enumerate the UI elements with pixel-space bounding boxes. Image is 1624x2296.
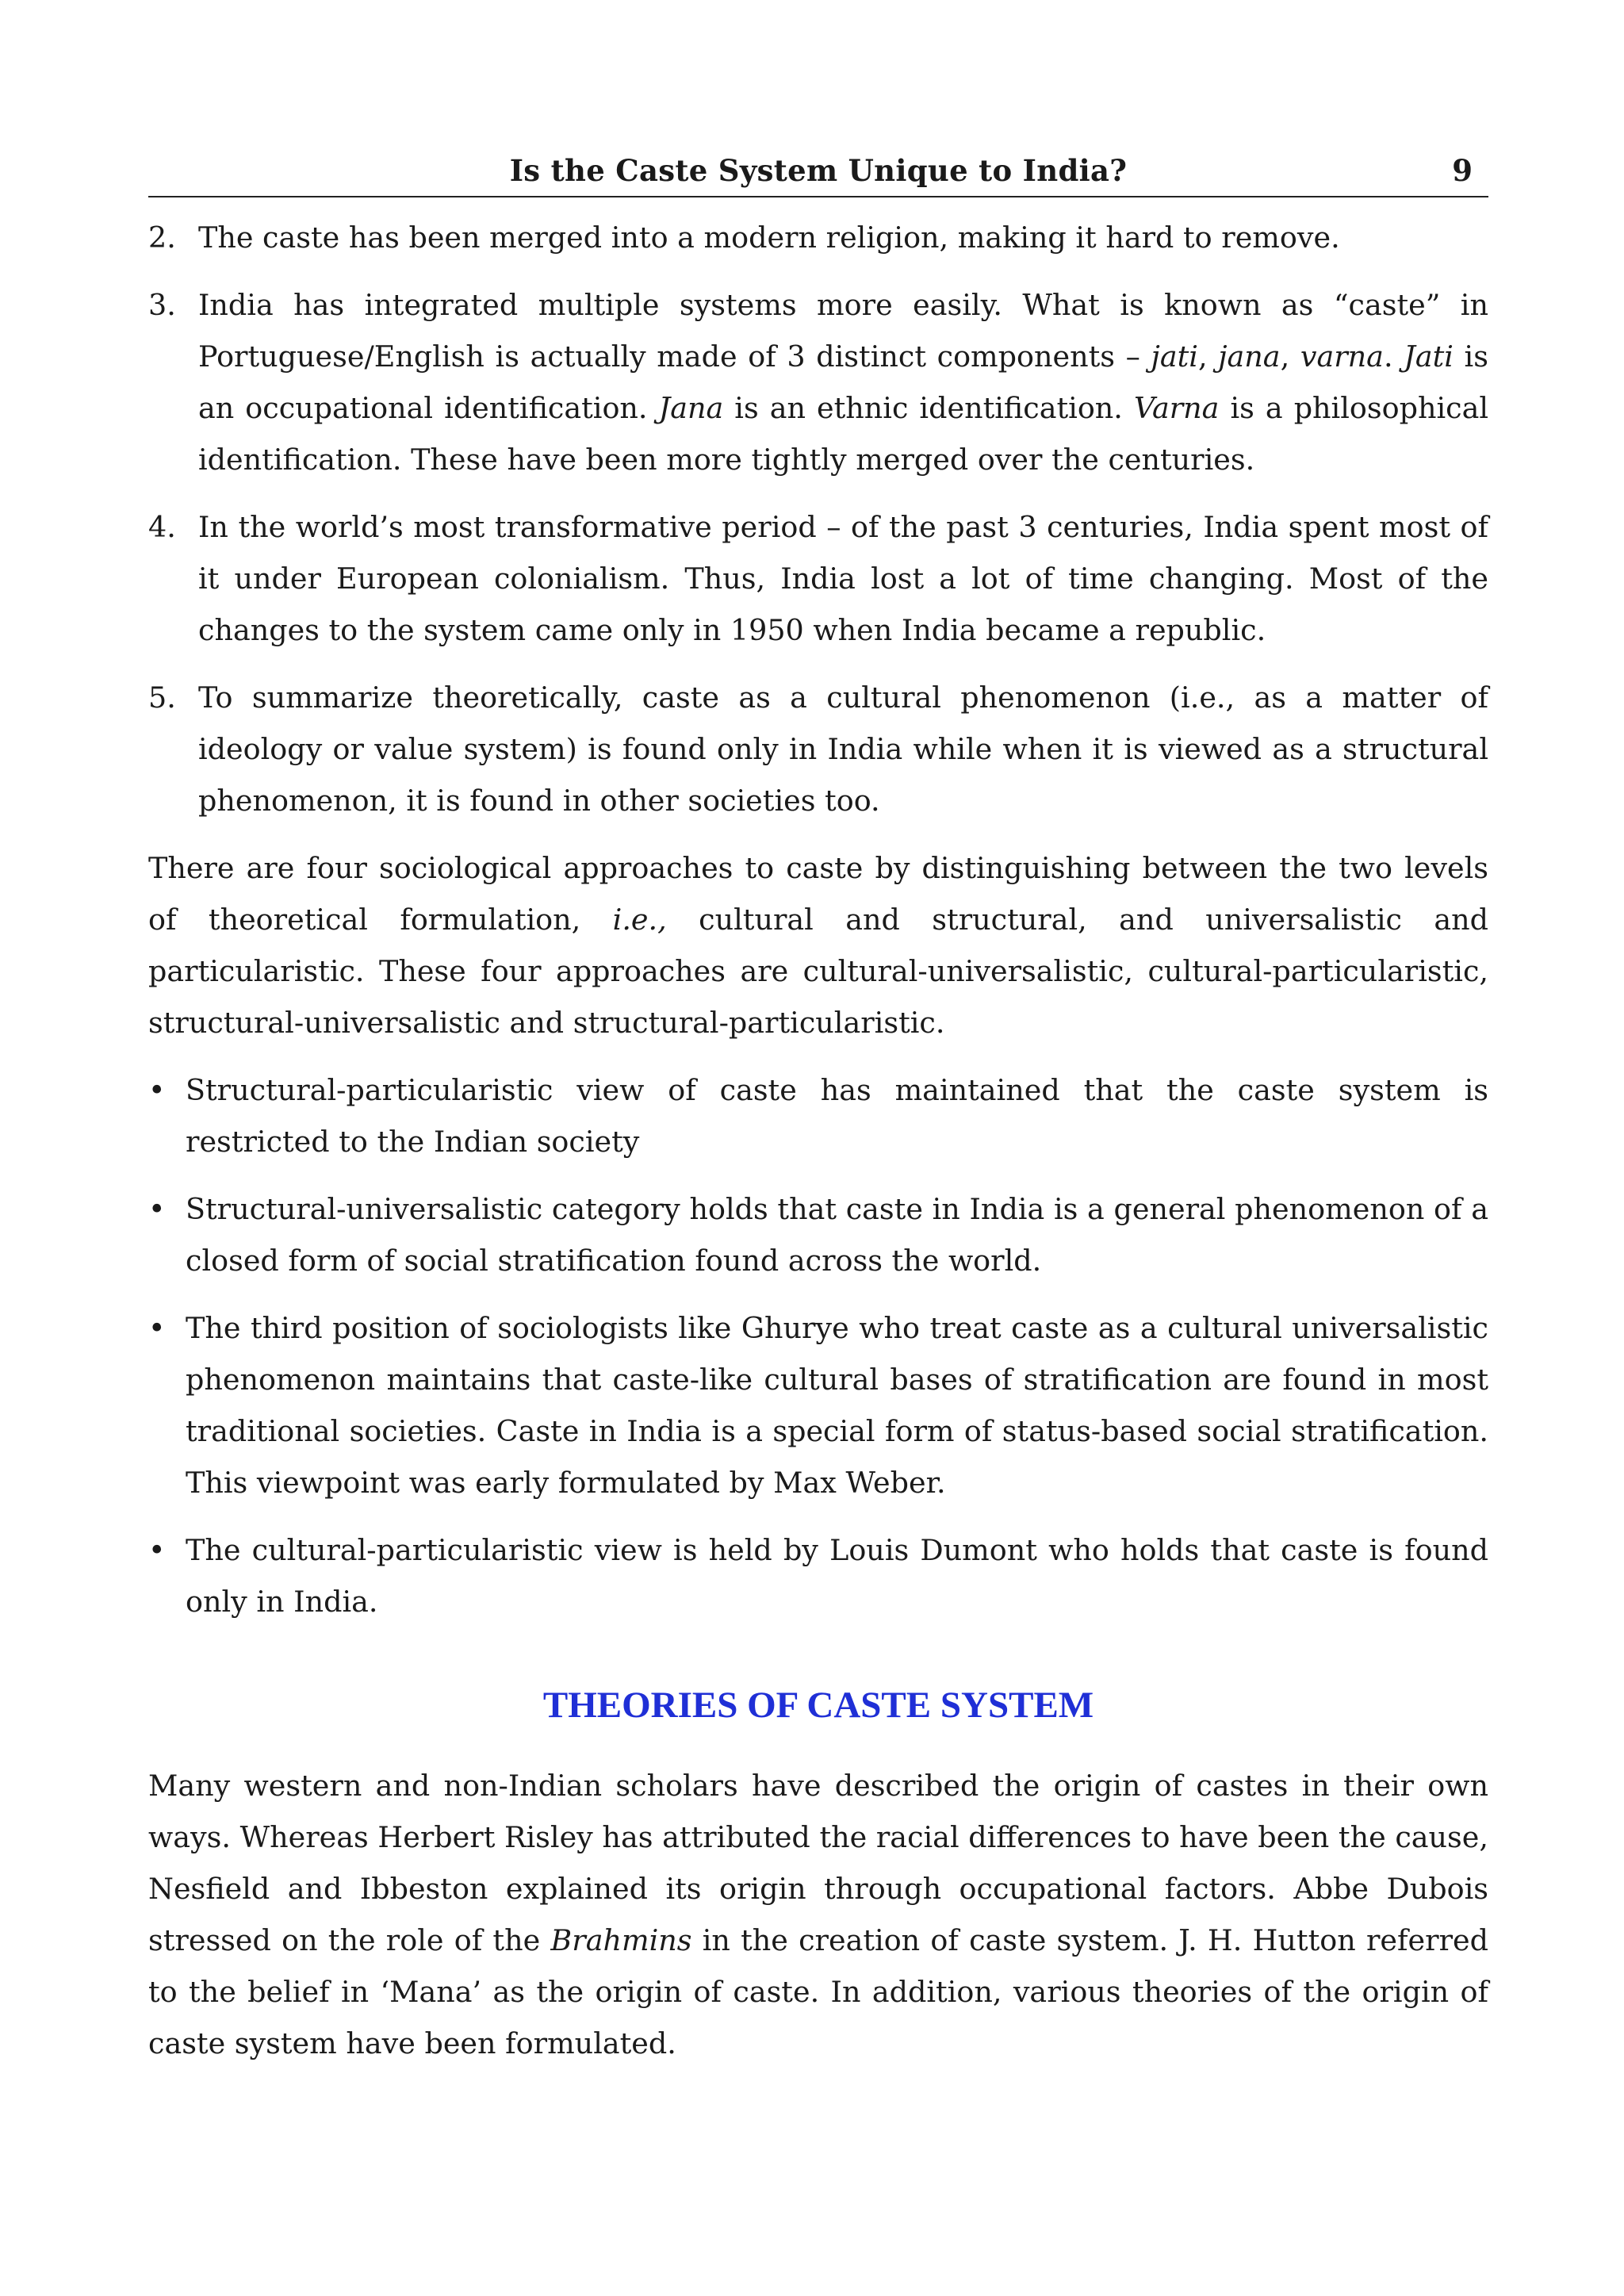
text-run: is an ethnic identification.: [723, 391, 1134, 425]
term-jati: jati: [1151, 339, 1198, 374]
list-item-text: The caste has been merged into a modern religion, making it hard to remove.: [198, 220, 1340, 255]
page: [148, 147, 1488, 2069]
list-item-text: To summarize theoretically, caste as a cultural phenomenon (i.e., as a matter of ideology or value system) is found only in India while when it is viewed as a structural phenomenon, it is found in other societies too.: [198, 680, 1488, 818]
text-run: India has integrated multiple systems more easily. What is known as “caste” in Portuguese/English is actually made of 3 distinct components –: [198, 288, 1488, 374]
running-header: [148, 147, 1488, 197]
text-run: is an occupational identification.: [198, 339, 1488, 425]
list-item: [148, 1524, 1488, 1627]
term-varna: varna: [1300, 339, 1384, 374]
theories-paragraph: [148, 1760, 1488, 2069]
text-run: cultural and structural, and universalistic and particularistic. These four approaches are cultural-universalistic, cultural-particularistic, structural-universalistic and structural-particularistic.: [148, 903, 1488, 1040]
bullet-icon: •: [148, 1073, 166, 1107]
list-item: [148, 1064, 1488, 1167]
bullet-icon: •: [148, 1533, 166, 1567]
term-ie: i.e.,: [612, 903, 667, 937]
term-jati-capital: Jati: [1404, 339, 1454, 374]
bullet-text: The third position of sociologists like Ghurye who treat caste as a cultural universalistic phenomenon maintains that caste-like cultural bases of stratification are found in most traditional societies. Caste in India is a special form of status-based social stratification. This viewpoint was early formulated by Max Weber.: [186, 1311, 1488, 1500]
separator: ,: [1280, 339, 1300, 374]
bullet-list: [148, 1064, 1488, 1627]
list-item: [148, 1302, 1488, 1508]
list-item-number: 4.: [148, 510, 176, 544]
term-brahmins: Brahmins: [550, 1923, 692, 1957]
bullet-text: The cultural-particularistic view is held by Louis Dumont who holds that caste is found only in India.: [186, 1533, 1488, 1619]
text-run: in the creation of caste system. J. H. Hutton referred to the belief in ‘Mana’ as the origin of caste. In addition, various theories of the origin of caste system have been formulated.: [148, 1923, 1488, 2060]
running-title: Is the Caste System Unique to India?: [509, 153, 1128, 188]
term-jana-capital: Jana: [658, 391, 724, 425]
bullet-text: Structural-universalistic category holds that caste in India is a general phenomenon of a closed form of social stratification found across the world.: [186, 1192, 1488, 1278]
list-item-number: 2.: [148, 220, 176, 255]
numbered-list: [148, 212, 1488, 826]
list-item-number: 5.: [148, 680, 176, 715]
list-item-number: 3.: [148, 288, 176, 322]
text-run: There are four sociological approaches to caste by distinguishing between the two levels of theoretical formulation,: [148, 851, 1488, 937]
list-item: [148, 672, 1488, 826]
bullet-icon: •: [148, 1192, 166, 1226]
list-item: [148, 501, 1488, 656]
text-run: is a philosophical identification. These have been more tightly merged over the centuries.: [198, 391, 1489, 477]
list-item: [148, 279, 1488, 485]
section-heading: THEORIES OF CASTE SYSTEM: [542, 1685, 1094, 1726]
term-varna-capital: Varna: [1133, 391, 1220, 425]
page-number: 9: [1452, 153, 1473, 188]
list-item-text: [198, 288, 1488, 477]
separator: .: [1383, 339, 1404, 374]
list-item: [148, 212, 1488, 263]
approaches-paragraph: [148, 842, 1488, 1048]
list-item-text: In the world’s most transformative period – of the past 3 centuries, India spent most of it under European colonialism. Thus, India lost a lot of time changing. Most of the changes to the system came only in 1950 when India became a republic.: [198, 510, 1488, 647]
separator: ,: [1197, 339, 1219, 374]
text-run: Many western and non-Indian scholars have described the origin of castes in their own ways. Whereas Herbert Risley has attributed the racial differences to have been the cause, Nesfield and Ibbeston explained its origin through occupational factors. Abbe Dubois stressed on the role of the: [148, 1769, 1488, 1957]
bullet-text: Structural-particularistic view of caste has maintained that the caste system is restricted to the Indian society: [186, 1073, 1488, 1159]
term-jana: jana: [1218, 339, 1281, 374]
list-item: [148, 1183, 1488, 1286]
bullet-icon: •: [148, 1311, 166, 1345]
